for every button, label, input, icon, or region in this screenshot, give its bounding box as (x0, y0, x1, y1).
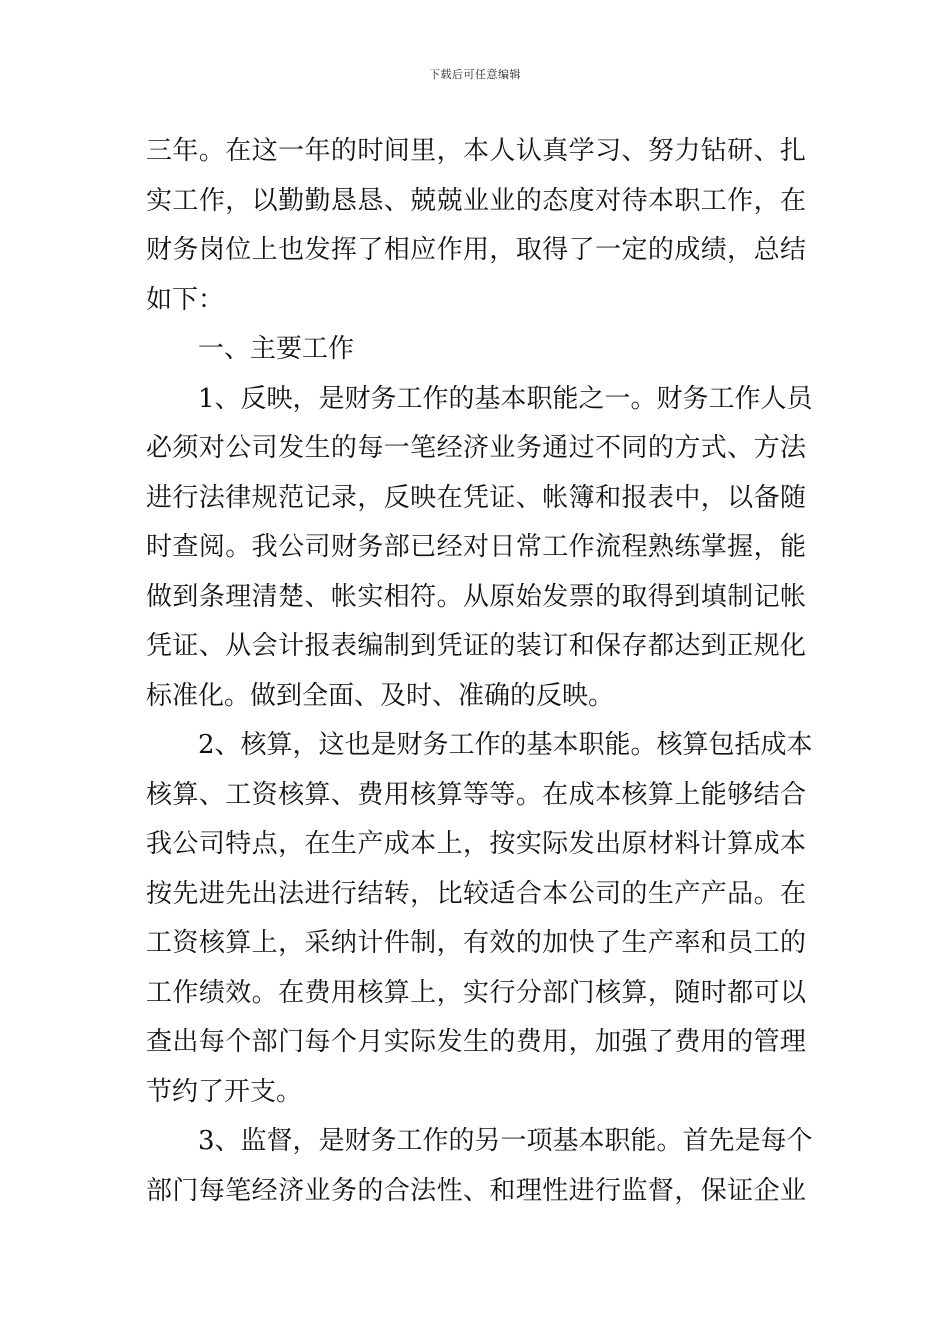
section-heading-text: 一、主要工作 (198, 334, 355, 364)
text-line: 核算、工资核算、费用核算等等。在成本核算上能够结合 (146, 779, 806, 810)
paragraph-intro (146, 127, 806, 325)
section-heading (146, 325, 806, 375)
document-body (146, 127, 813, 1216)
text-line: 进行法律规范记录，反映在凭证、帐簿和报表中，以备随 (146, 482, 806, 513)
text-line: 财务岗位上也发挥了相应作用，取得了一定的成绩，总结 (146, 235, 806, 265)
text-line: 标准化。做到全面、及时、准确的反映。 (146, 680, 615, 711)
text-line: 实工作，以勤勤恳恳、兢兢业业的态度对待本职工作，在 (146, 185, 806, 216)
text-line: 工资核算上，采纳计件制，有效的加快了生产率和员工的 (146, 928, 806, 958)
text-line: 节约了开支。 (146, 1076, 303, 1107)
text-line: 查出每个部门每个月实际发生的费用，加强了费用的管理 (146, 1027, 806, 1057)
text-line: 3、监督，是财务工作的另一项基本职能。首先是每个 (198, 1126, 813, 1156)
text-line: 按先进先出法进行结转，比较适合本公司的生产产品。在 (146, 878, 806, 909)
text-line: 工作绩效。在费用核算上，实行分部门核算，随时都可以 (146, 977, 806, 1008)
text-line: 时查阅。我公司财务部已经对日常工作流程熟练掌握，能 (146, 532, 806, 562)
text-line: 部门每笔经济业务的合法性、和理性进行监督，保证企业 (146, 1175, 806, 1206)
text-line: 凭证、从会计报表编制到凭证的装订和保存都达到正规化 (146, 631, 806, 661)
text-line: 我公司特点，在生产成本上，按实际发出原材料计算成本 (146, 829, 806, 859)
text-line: 如下： (146, 284, 225, 315)
text-line: 2、核算，这也是财务工作的基本职能。核算包括成本 (198, 730, 813, 760)
text-line: 三年。在这一年的时间里，本人认真学习、努力钻研、扎 (146, 136, 806, 166)
text-line: 做到条理清楚、帐实相符。从原始发票的取得到填制记帐 (146, 581, 806, 612)
text-line: 1、反映，是财务工作的基本职能之一。财务工作人员 (198, 383, 813, 414)
text-line: 必须对公司发生的每一笔经济业务通过不同的方式、方法 (146, 433, 806, 463)
paragraph-accounting (146, 721, 813, 1117)
paragraph-supervision (146, 1117, 813, 1216)
paragraph-reflect (146, 375, 813, 722)
page-header-note: 下载后可任意编辑 (429, 68, 521, 81)
